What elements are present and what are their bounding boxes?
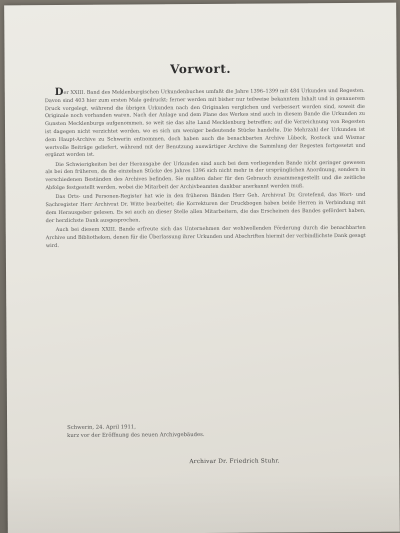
closing-block [67,423,327,440]
place-date-line: Schwerin, 24. April 1911, [67,424,136,431]
dropcap-letter: D [54,86,64,99]
paragraph-2: Die Schwierigkeiten bei der Herausgabe der Urkunden sind auch bei dem vorliegenden Bande nicht geringer gewesen als bei den früheren, da die einzelnen Stücke des Jahres 1396 sich nicht mehr in der ursprünglichen Anordnung, sondern in verschiedenen Beständen des Archives befinden. Sie mußten daher für den Gebrauch zusammengestellt und die zeitliche Abfolge festgestellt werden, wobei die Mitarbeit der Archivbeamten dankbar anerkannt werden muß. [45,159,366,192]
paragraph-3: Das Orts- und Personen-Register hat wie in den früheren Bänden Herr Geh. Archivrat Dr. Grotefend, das Wort- und Sachregister Herr Archivrat Dr. Witte bearbeitet; die Korrekturen der Druckbogen haben beide Herren in Verbindung mit dem Herausgeber gelesen. Es sei auch an dieser Stelle allen Mitarbeitern, die das Erscheinen des Bandes gefördert haben, der herzlichste Dank ausgesprochen. [45,192,366,224]
paragraph-1 [45,87,365,160]
paragraph-4: Auch bei diesem XXIII. Bande erfreute sich das Unternehmen der wohlwollenden Förderung durch die benachbarten Archive und Bibliotheken, denen für die Überlassung ihrer Urkunden und Abschriften hiermit der verbindlichste Dank gesagt wird. [45,224,366,249]
page-title: Vorwort. [170,61,232,77]
signature: Archivar Dr. Friedrich Stuhr. [189,458,280,466]
preface-body [45,87,366,252]
paragraph-1-text: er XXIII. Band des Meklenburgischen Urkundenbuches umfaßt die Jahre 1396–1399 mit 484 Urkunden und Regesten. Davon sind 403 hier zum ersten Male gedruckt; ferner werden mit bisher nur teilweise bekanntem Inhalt und in genauerem Druck vorgelegt, während die übrigen Urkunden nach den Originalen verglichen und verbessert worden sind, soweit die Originale noch vorhanden waren. Nach der Anlage und dem Plane des Werkes sind auch in diesem Bande die Urkunden zu Gunsten Mecklenburgs aufgenommen, so weit sie das alte Land Mecklenburg betreffen; auf die Verzeichnung von Regesten ist dagegen nicht verzichtet worden, wo es sich um weniger bedeutende Stücke handelte. Die Mehrzahl der Urkunden ist dem Haupt-Archive zu Schwerin entnommen, doch haben auch die benachbarten Archive Lübeck, Rostock und Wismar wertvolle Beiträge geliefert, während mit der Benutzung auswärtiger Archive die Sammlung der Regesten fortgesetzt und ergänzt worden ist. [44,87,366,159]
document-page [4,3,400,533]
page-shadow [7,473,399,533]
occasion-line: kurz vor der Eröffnung des neuen Archivgebäudes. [67,431,205,439]
